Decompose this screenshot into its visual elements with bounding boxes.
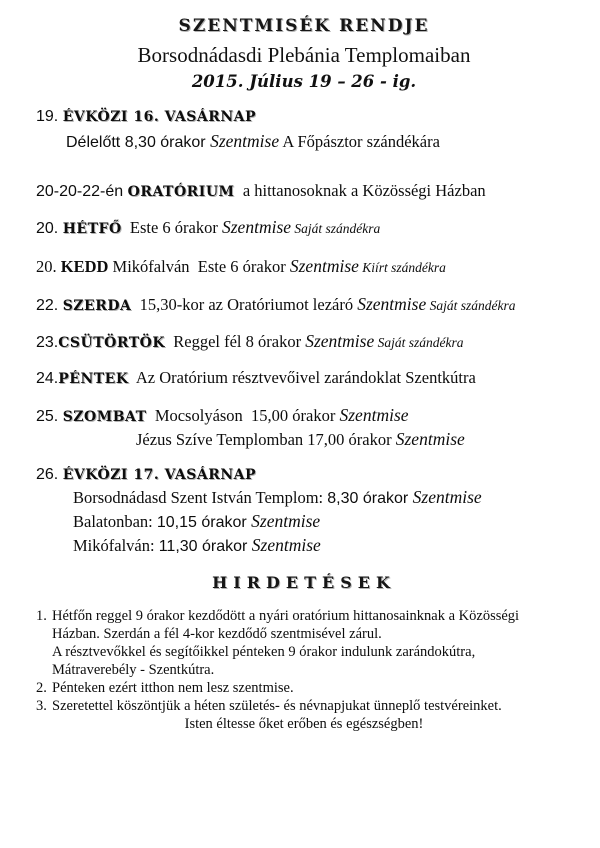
- day-number: 20.: [36, 220, 63, 237]
- schedule-line-wednesday: [36, 293, 572, 317]
- oratorium-title: ORATÓRIUM: [127, 184, 235, 200]
- schedule-line-friday: [36, 367, 572, 390]
- day-name-thursday: CSÜTÖRTÖK: [58, 335, 165, 351]
- announcement-line: Hétfőn reggel 9 órakor kezdődött a nyári oratórium hittanosainknak a Közösségi: [52, 608, 520, 624]
- announcement-line: Mátraverebély - Szentkútra.: [52, 662, 215, 678]
- day-number: 25.: [36, 408, 63, 425]
- oratorium-dates: 20-20-22-én: [36, 183, 128, 200]
- mass-label: Szentmise: [251, 535, 321, 555]
- schedule-heading-sunday-17: [36, 463, 572, 486]
- place-label: Mikófalván:: [73, 536, 159, 555]
- announcement-text: [52, 679, 572, 697]
- mass-detail: Jézus Szíve Templomban 17,00 órakor: [136, 430, 396, 449]
- announcement-text: [52, 607, 572, 679]
- announcement-line: Házban. Szerdán a fél 4-kor kezdődő szentmisével zárul.: [52, 626, 382, 642]
- day-name-saturday: SZOMBAT: [62, 409, 147, 425]
- schedule-line-oratorium: [36, 180, 572, 203]
- date-range: 2015. Július 19 – 26 - ig.: [191, 72, 417, 91]
- sunday-16-title: ÉVKÖZI 16. VASÁRNAP: [62, 109, 257, 125]
- announcements-heading: HIRDETÉSEK: [212, 573, 396, 592]
- mass-label: Szentmise: [357, 294, 427, 314]
- announcement-item-3: [36, 697, 572, 715]
- schedule-line-mikofalva: [36, 534, 572, 558]
- day-name-wednesday: SZERDA: [62, 298, 132, 314]
- mass-label: Szentmise: [210, 131, 280, 151]
- mass-intention: Saját szándékra: [426, 298, 516, 313]
- mass-time: Délelőtt 8,30 órakor: [66, 134, 211, 151]
- document-subtitle: Borsodnádasdi Plebánia Templomaiban: [137, 43, 471, 67]
- schedule-line-saturday-2: [36, 428, 572, 451]
- schedule-heading-sunday-16: [36, 105, 572, 128]
- place-label: Borsodnádasd Szent István Templom:: [73, 488, 328, 507]
- mass-label: Szentmise: [339, 405, 409, 425]
- mass-detail: 15,30-kor az Oratóriumot lezáró: [131, 295, 358, 314]
- schedule-line-saturday: [36, 404, 572, 428]
- announcement-line: A résztvevőkkel és segítőikkel pénteken 9 órakor indulunk zarándokútra,: [52, 644, 476, 660]
- schedule-line-borsodnadasd: [36, 486, 572, 510]
- mass-time: 8,30 órakor: [327, 490, 413, 507]
- mass-intention: Saját szándékra: [291, 221, 381, 236]
- mass-label: Szentmise: [222, 217, 292, 237]
- document-title: SZENTMISÉK RENDJE: [178, 16, 430, 36]
- schedule-line-tuesday: [36, 255, 572, 279]
- sunday-17-title: ÉVKÖZI 17. VASÁRNAP: [62, 467, 257, 483]
- announcements-list: [36, 607, 572, 733]
- announcement-item-2: [36, 679, 572, 697]
- mass-detail: Mikófalván Este 6 órakor: [108, 257, 290, 276]
- mass-detail: Reggel fél 8 órakor: [165, 332, 306, 351]
- mass-intention: A Főpásztor szándékára: [279, 132, 440, 151]
- mass-label: Szentmise: [251, 511, 321, 531]
- day-number: 23.: [36, 334, 59, 351]
- oratorium-detail: a hittanosoknak a Közösségi Házban: [234, 181, 486, 200]
- announcement-number: 1.: [36, 608, 47, 624]
- schedule-line-sunday-16-detail: [36, 130, 572, 154]
- place-label: Balatonban:: [73, 512, 157, 531]
- day-number: 20.: [36, 257, 61, 276]
- day-name-friday: PÉNTEK: [58, 371, 129, 387]
- schedule-line-thursday: [36, 330, 572, 354]
- day-number: 26.: [36, 466, 63, 483]
- announcement-number: 2.: [36, 680, 47, 696]
- schedule-line-balaton: [36, 510, 572, 534]
- mass-time: 11,30 órakor: [158, 538, 252, 555]
- announcement-text: [52, 697, 572, 715]
- announcement-line: Szeretettel köszöntjük a héten születés- és névnapjukat ünneplő testvéreinket.: [52, 698, 502, 714]
- mass-label: Szentmise: [395, 429, 465, 449]
- announcement-item-1: [36, 607, 572, 679]
- mass-intention: Saját szándékra: [374, 335, 464, 350]
- announcement-line: Pénteken ezért itthon nem lesz szentmise.: [52, 680, 294, 696]
- day-number: 22.: [36, 297, 63, 314]
- mass-time: 10,15 órakor: [156, 514, 252, 531]
- day-number: 19.: [36, 108, 63, 125]
- pilgrimage-detail: Az Oratórium résztvevőivel zarándoklat Szentkútra: [128, 368, 476, 387]
- announcement-number: 3.: [36, 698, 47, 714]
- day-name-tuesday: KEDD: [60, 257, 109, 276]
- day-number: 24.: [36, 370, 59, 387]
- mass-detail: Este 6 órakor: [121, 218, 222, 237]
- mass-label: Szentmise: [289, 256, 359, 276]
- mass-intention: Kiírt szándékra: [358, 260, 446, 275]
- closing-blessing: Isten éltesse őket erőben és egészségben!: [184, 716, 424, 732]
- mass-label: Szentmise: [412, 487, 482, 507]
- mass-detail: Mocsolyáson 15,00 órakor: [146, 406, 340, 425]
- schedule-line-monday: [36, 216, 572, 240]
- mass-label: Szentmise: [305, 331, 375, 351]
- day-name-monday: HÉTFŐ: [62, 221, 122, 237]
